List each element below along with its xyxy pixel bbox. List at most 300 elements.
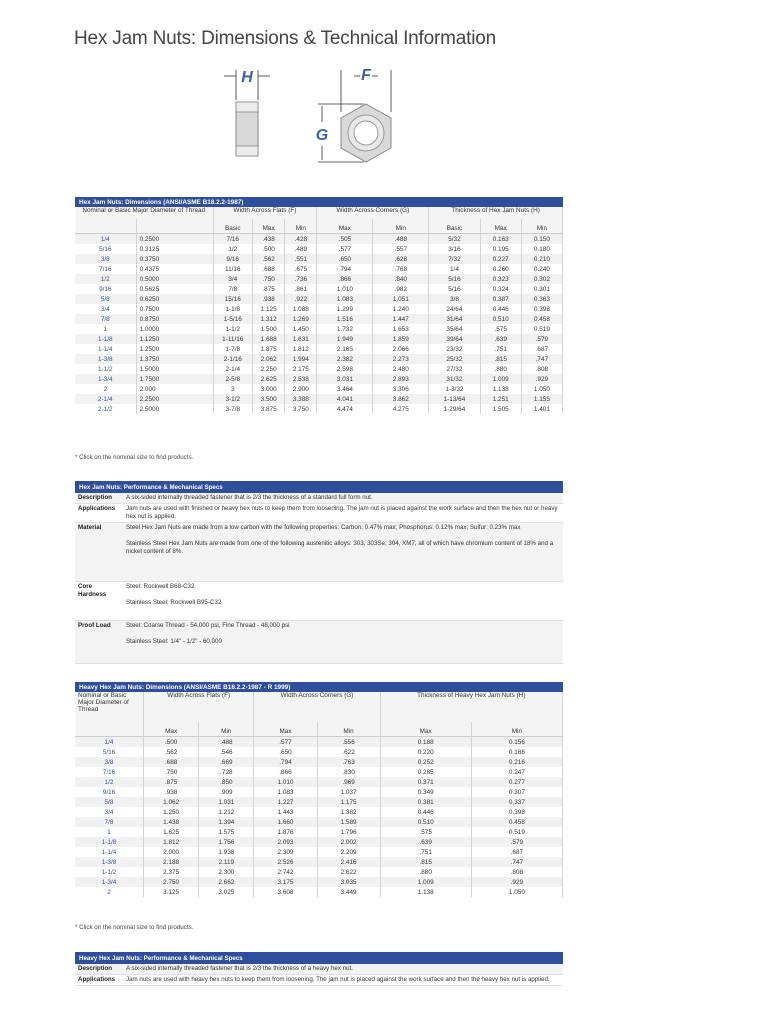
nominal-size-link[interactable]: 1-3/4 (75, 877, 144, 887)
table-cell: 0.323 (480, 274, 521, 284)
table-cell: 5/16 (429, 284, 480, 294)
table-cell: .562 (144, 747, 199, 757)
dim-label-g: G (315, 127, 329, 144)
table-cell: .866 (317, 274, 373, 284)
table-cell: .875 (253, 284, 285, 294)
table-cell: 3.500 (253, 394, 285, 404)
page-title: Hex Jam Nuts: Dimensions & Technical Information (74, 28, 496, 49)
table-cell: 0.240 (521, 264, 562, 274)
specs-title: Hex Jam Nuts: Performance & Mechanical Specs (75, 481, 563, 493)
table-cell: 0.252 (380, 757, 471, 767)
material-stainless: Stainless Steel Hex Jam Nuts are made from one of the following austenitic alloys: 303, 303Se, 304, XM7, all of which have chromium content of 18% and a nickel content of 8%. (126, 540, 554, 555)
subheader: Min (471, 722, 562, 737)
table-row (75, 837, 563, 847)
spec-key-description: Description (75, 964, 123, 975)
table-cell: 0.324 (480, 284, 521, 294)
table-cell: .728 (199, 767, 254, 777)
table-cell: 0.510 (480, 314, 521, 324)
table-cell: 1.010 (254, 777, 317, 787)
table-cell: 1.394 (199, 817, 254, 827)
subheader: Max (380, 722, 471, 737)
table-row (75, 827, 563, 837)
table-cell: .556 (317, 737, 380, 748)
table-cell: 0.337 (471, 797, 562, 807)
table-row (75, 857, 563, 867)
table-cell: 2.000 (144, 847, 199, 857)
table-cell: 39/64 (429, 334, 480, 344)
table-cell: .639 (380, 837, 471, 847)
table-cell: 3.031 (317, 374, 373, 384)
table-cell: 2.175 (285, 364, 317, 374)
table-cell: 0.220 (380, 747, 471, 757)
heavy-hex-jam-nuts-specs-table (75, 952, 563, 986)
table-cell: .830 (317, 767, 380, 777)
table-cell: .751 (380, 847, 471, 857)
table-row (75, 877, 563, 887)
table-cell: .577 (254, 737, 317, 748)
table-cell: .794 (254, 757, 317, 767)
nominal-size-link[interactable]: 2 (75, 384, 136, 394)
table-cell: .969 (317, 777, 380, 787)
table-cell: 2.066 (373, 344, 429, 354)
table-cell: 1.125 (253, 304, 285, 314)
table-cell: 3.306 (373, 384, 429, 394)
nominal-size-note: * Click on the nominal size to find products. (75, 924, 194, 931)
table-cell: 7/32 (429, 254, 480, 264)
spec-value-applications: Jam nuts are used with heavy hex nuts to keep them from loosening. The jam nut is placed against the work surface and then the heavy hex nut is applied. (123, 975, 563, 986)
table-row (75, 364, 563, 374)
table-cell: 3.175 (254, 877, 317, 887)
table-cell: .880 (380, 867, 471, 877)
table-cell: .669 (199, 757, 254, 767)
table-row (75, 274, 563, 284)
table-cell: .650 (317, 254, 373, 264)
table-cell: .768 (373, 264, 429, 274)
table-cell: 1.0000 (136, 324, 213, 334)
table-cell: 11/16 (213, 264, 253, 274)
table-cell: 1-29/64 (429, 404, 480, 414)
table-cell: 3.000 (253, 384, 285, 394)
table-row (75, 404, 563, 414)
subheader: Min (317, 722, 380, 737)
nominal-size-note: * Click on the nominal size to find products. (75, 454, 194, 461)
nominal-size-link[interactable]: 5/16 (75, 244, 136, 254)
material-steel: Steel Hex Jam Nuts are made from a low carbon with the following properties: Carbon: 0.47% max; Phosphorus: 0.12% max; Sulfur: 0.23% max (126, 524, 521, 531)
spec-key-applications: Applications (75, 504, 123, 523)
nominal-size-link[interactable]: 1/4 (75, 737, 144, 748)
spec-value-core-hardness (123, 582, 563, 621)
table-cell: 0.307 (471, 787, 562, 797)
header-width-across-corners: Width Across Corners (G) (254, 692, 380, 722)
table-cell: 1-13/64 (429, 394, 480, 404)
table-cell: 0.5625 (136, 284, 213, 294)
table-cell: 27/32 (429, 364, 480, 374)
table-cell: 1.500 (253, 324, 285, 334)
table-cell: 2.093 (254, 837, 317, 847)
table-cell: 1.401 (521, 404, 562, 414)
table-cell: .500 (253, 244, 285, 254)
table-cell: 2.538 (285, 374, 317, 384)
table-row (75, 314, 563, 324)
table-cell: 0.247 (471, 767, 562, 777)
table-cell: 1-7/8 (213, 344, 253, 354)
table-cell: 1.631 (285, 334, 317, 344)
table-cell: 1-1/8 (213, 304, 253, 314)
nominal-size-link[interactable]: 3/8 (75, 757, 144, 767)
table-cell: 1/2 (213, 244, 253, 254)
table-cell: .875 (144, 777, 199, 787)
table-cell: 1.688 (253, 334, 285, 344)
header-nominal: Nominal or Basic Major Diameter of Thread (75, 692, 144, 722)
spec-value-description: A six-sided internally threaded fastener that is 2/3 the thickness of a heavy hex nut. (123, 964, 563, 975)
table-cell: .808 (521, 364, 562, 374)
header-width-across-flats: Width Across Flats (F) (144, 692, 254, 722)
table-row (75, 374, 563, 384)
table-cell: 0.5000 (136, 274, 213, 284)
table-cell: 1.505 (480, 404, 521, 414)
table-cell: 3.125 (144, 887, 199, 897)
table-cell: 1.625 (144, 827, 199, 837)
table-cell: 4.474 (317, 404, 373, 414)
table-row (75, 394, 563, 404)
table-cell: 0.363 (521, 294, 562, 304)
table-cell: 1.949 (317, 334, 373, 344)
table-cell: .687 (471, 847, 562, 857)
table-cell: 4.041 (317, 394, 373, 404)
table-cell: 3/4 (213, 274, 253, 284)
table-cell: 2-1/16 (213, 354, 253, 364)
table-cell: 0.186 (471, 747, 562, 757)
table-row (75, 757, 563, 767)
table-cell: 0.7500 (136, 304, 213, 314)
nut-top-view (316, 67, 391, 162)
table-cell: 2.622 (317, 867, 380, 877)
table-cell: .922 (285, 294, 317, 304)
table-cell: 1.756 (199, 837, 254, 847)
nominal-size-link[interactable]: 7/8 (75, 817, 144, 827)
table-row (75, 304, 563, 314)
table-cell: 2.273 (373, 354, 429, 364)
nominal-size-link[interactable]: 7/8 (75, 314, 136, 324)
subheader: Min (285, 219, 317, 234)
dim-label-h: H (241, 69, 253, 86)
table-cell: 2.480 (373, 364, 429, 374)
table-row (75, 797, 563, 807)
nominal-size-link[interactable]: 1/2 (75, 777, 144, 787)
table-cell: 1.796 (317, 827, 380, 837)
header-nominal: Nominal or Basic Major Diameter of Thread (75, 207, 213, 219)
nominal-size-link[interactable]: 2-1/2 (75, 404, 136, 414)
table-cell: 0.519 (521, 324, 562, 334)
table-cell: .489 (285, 244, 317, 254)
table-cell: 2.165 (317, 344, 373, 354)
nominal-size-link[interactable]: 1-1/8 (75, 837, 144, 847)
table-cell: 1.876 (254, 827, 317, 837)
table-row (75, 747, 563, 757)
nominal-size-link[interactable]: 5/8 (75, 797, 144, 807)
table-cell: 1.227 (254, 797, 317, 807)
spec-value-material (123, 523, 563, 582)
subheader: Basic (213, 219, 253, 234)
nominal-size-link[interactable]: 1-1/4 (75, 847, 144, 857)
table-cell: 1.138 (480, 384, 521, 394)
table-cell: 1.312 (253, 314, 285, 324)
table-cell: 5/32 (429, 234, 480, 245)
table-cell: 2.119 (199, 857, 254, 867)
table-cell: 7/16 (213, 234, 253, 245)
spec-key-description: Description (75, 493, 123, 504)
nominal-size-link[interactable]: 2-1/4 (75, 394, 136, 404)
table-cell: 2.300 (199, 867, 254, 877)
table-cell: 1.859 (373, 334, 429, 344)
table-cell: 1.009 (480, 374, 521, 384)
table-cell: .546 (199, 747, 254, 757)
table-cell: 2.382 (317, 354, 373, 364)
nominal-size-link[interactable]: 3/4 (75, 807, 144, 817)
nominal-size-link[interactable]: 1-1/8 (75, 334, 136, 344)
subheader: Min (373, 219, 429, 234)
table-cell: 3.862 (373, 394, 429, 404)
nominal-size-link[interactable]: 7/16 (75, 264, 136, 274)
nominal-size-link[interactable]: 3/4 (75, 304, 136, 314)
header-thickness: Thickness of Hex Jam Nuts (H) (429, 207, 563, 219)
nominal-size-link[interactable]: 1 (75, 827, 144, 837)
table-cell: 3/16 (429, 244, 480, 254)
table-cell: 2.002 (317, 837, 380, 847)
table-cell: 1.299 (317, 304, 373, 314)
subheader: Basic (429, 219, 480, 234)
nominal-size-link[interactable]: 1-1/2 (75, 364, 136, 374)
table-cell: .622 (317, 747, 380, 757)
table-cell: .577 (317, 244, 373, 254)
spec-key-applications: Applications (75, 975, 123, 986)
table-cell: 1.812 (285, 344, 317, 354)
table-cell: 2.000 (136, 384, 213, 394)
table-row (75, 787, 563, 797)
table-cell: 31/64 (429, 314, 480, 324)
table-cell: 0.150 (521, 234, 562, 245)
table-cell: .639 (480, 334, 521, 344)
table-cell: 1-3/32 (429, 384, 480, 394)
table-cell: 2.662 (199, 877, 254, 887)
nominal-size-link[interactable]: 1-3/8 (75, 354, 136, 364)
spec-key-core-hardness: Core Hardness (75, 582, 123, 621)
hex-jam-nuts-dimensions-table (75, 197, 563, 414)
spec-key-proof-load: Proof Load (75, 621, 123, 664)
table-cell: 0.8750 (136, 314, 213, 324)
table-cell: 1.5000 (136, 364, 213, 374)
table-cell: 3.449 (317, 887, 380, 897)
table-cell: .579 (521, 334, 562, 344)
table-cell: 1.2500 (136, 344, 213, 354)
nominal-size-link[interactable]: 1 (75, 324, 136, 334)
table-cell: 1-1/2 (213, 324, 253, 334)
nominal-size-link[interactable]: 9/16 (75, 284, 136, 294)
table-cell: 0.195 (480, 244, 521, 254)
table-cell: 0.398 (471, 807, 562, 817)
table-cell: 1.155 (521, 394, 562, 404)
table-cell: .505 (317, 234, 373, 245)
table-cell: .488 (199, 737, 254, 748)
table-cell: 7/8 (213, 284, 253, 294)
table-cell: .909 (199, 787, 254, 797)
table-cell: 1.009 (380, 877, 471, 887)
table-cell: .747 (471, 857, 562, 867)
subheader: Min (521, 219, 562, 234)
table-row (75, 737, 563, 748)
table-cell: 4.275 (373, 404, 429, 414)
table-cell: .982 (373, 284, 429, 294)
table-row (75, 867, 563, 877)
table-cell: .815 (480, 354, 521, 364)
table-cell: 31/32 (429, 374, 480, 384)
table-cell: .929 (471, 877, 562, 887)
table-cell: 2.5000 (136, 404, 213, 414)
table-cell: 1.062 (144, 797, 199, 807)
table-cell: 1.447 (373, 314, 429, 324)
subheader: Max (254, 722, 317, 737)
nominal-size-link[interactable]: 1-1/2 (75, 867, 144, 877)
nominal-size-link[interactable]: 1-3/8 (75, 857, 144, 867)
table-cell: .747 (521, 354, 562, 364)
table-cell: 1.037 (317, 787, 380, 797)
table-cell: 1.575 (199, 827, 254, 837)
nominal-size-link[interactable]: 1/2 (75, 274, 136, 284)
header-width-across-corners: Width Across Corners (G) (317, 207, 429, 219)
table-row (75, 334, 563, 344)
table-cell: .815 (380, 857, 471, 867)
table-cell: .938 (253, 294, 285, 304)
nut-side-view (224, 69, 270, 156)
spec-value-proof-load (123, 621, 563, 664)
nominal-size-link[interactable]: 2 (75, 887, 144, 897)
table-cell: 2-5/8 (213, 374, 253, 384)
nominal-size-link[interactable]: 3/8 (75, 254, 136, 264)
table-cell: 24/64 (429, 304, 480, 314)
table-cell: .750 (144, 767, 199, 777)
nominal-size-link[interactable]: 5/8 (75, 294, 136, 304)
table-cell: 2.309 (254, 847, 317, 857)
table-cell: 0.387 (480, 294, 521, 304)
table-cell: 3-7/8 (213, 404, 253, 414)
table-cell: 1.660 (254, 817, 317, 827)
table-cell: .763 (317, 757, 380, 767)
table-cell: .751 (480, 344, 521, 354)
table-cell: .750 (253, 274, 285, 284)
subheader: Max (253, 219, 285, 234)
table-cell: 0.381 (380, 797, 471, 807)
table-cell: 3 (213, 384, 253, 394)
table-cell: 0.301 (521, 284, 562, 294)
table-cell: 1.438 (144, 817, 199, 827)
nominal-size-link[interactable]: 1/4 (75, 234, 136, 245)
table-cell: 2.2500 (136, 394, 213, 404)
table-row (75, 324, 563, 334)
table-cell: 1.7500 (136, 374, 213, 384)
table-cell: 1.010 (317, 284, 373, 294)
table-cell: 0.188 (380, 737, 471, 748)
table-cell: 1.031 (199, 797, 254, 807)
table-cell: 1.516 (317, 314, 373, 324)
table-cell: 0.4375 (136, 264, 213, 274)
table-cell: 1.382 (317, 807, 380, 817)
table-cell: 3.035 (317, 877, 380, 887)
table-cell: 0.371 (380, 777, 471, 787)
table-cell: 1.212 (199, 807, 254, 817)
table-cell: 2.375 (144, 867, 199, 877)
subheader: Max (144, 722, 199, 737)
subheader: Max (317, 219, 373, 234)
table-cell: .688 (253, 264, 285, 274)
core-stainless: Stainless Steel: Rockwell B95-C32 (126, 599, 222, 606)
nominal-size-link[interactable]: 1-3/4 (75, 374, 136, 384)
table-cell: 5/16 (429, 274, 480, 284)
nominal-size-link[interactable]: 1-1/4 (75, 344, 136, 354)
table-row (75, 817, 563, 827)
table-cell: 2.625 (253, 374, 285, 384)
table-row (75, 807, 563, 817)
table-cell: 0.260 (480, 264, 521, 274)
table-row (75, 254, 563, 264)
table-title: Heavy Hex Jam Nuts: Dimensions (ANSI/ASME B18.2.2-1987 - R 1999) (75, 682, 563, 692)
table-cell: 3.464 (317, 384, 373, 394)
table-cell: .861 (285, 284, 317, 294)
table-cell: 1.050 (471, 887, 562, 897)
table-row (75, 777, 563, 787)
table-cell: .938 (144, 787, 199, 797)
table-cell: 2.598 (317, 364, 373, 374)
table-cell: 1.083 (317, 294, 373, 304)
table-cell: 1.051 (373, 294, 429, 304)
nominal-size-link[interactable]: 5/16 (75, 747, 144, 757)
spec-value-applications: Jam nuts are used with finished or heavy hex nuts to keep them from loosening. The jam nut is placed against the work surface and then the hex nut or heavy hex nut is applied. (123, 504, 563, 523)
table-cell: 0.3125 (136, 244, 213, 254)
table-cell: 0.6250 (136, 294, 213, 304)
table-cell: 0.458 (471, 817, 562, 827)
table-cell: 1.251 (480, 394, 521, 404)
table-row (75, 244, 563, 254)
proof-stainless: Stainless Steel: 1/4" - 1/2" - 60,000 (126, 638, 222, 645)
table-cell: .488 (373, 234, 429, 245)
table-cell: 1.732 (317, 324, 373, 334)
table-cell: .808 (471, 867, 562, 877)
table-cell: 1.875 (253, 344, 285, 354)
header-width-across-flats: Width Across Flats (F) (213, 207, 317, 219)
table-row (75, 264, 563, 274)
table-row (75, 384, 563, 394)
spec-value-description: A six-sided internally threaded fastener that is 2/3 the thickness of a standard full form nut. (123, 493, 563, 504)
nominal-size-link[interactable]: 7/16 (75, 767, 144, 777)
table-cell: 25/32 (429, 354, 480, 364)
table-cell: 0.277 (471, 777, 562, 787)
table-cell: 1.994 (285, 354, 317, 364)
table-cell: 2.893 (373, 374, 429, 384)
table-cell: 3-1/2 (213, 394, 253, 404)
table-cell: .736 (285, 274, 317, 284)
table-cell: 1.443 (254, 807, 317, 817)
table-cell: 15/16 (213, 294, 253, 304)
table-cell: 2.209 (317, 847, 380, 857)
table-cell: 3/8 (429, 294, 480, 304)
header-thickness: Thickness of Heavy Hex Jam Nuts (H) (380, 692, 562, 722)
table-cell: 0.349 (380, 787, 471, 797)
table-cell: 0.180 (521, 244, 562, 254)
table-cell: 1.250 (144, 807, 199, 817)
nominal-size-link[interactable]: 9/16 (75, 787, 144, 797)
table-row (75, 344, 563, 354)
hex-jam-nuts-specs-table (75, 481, 563, 664)
table-cell: 1.938 (199, 847, 254, 857)
